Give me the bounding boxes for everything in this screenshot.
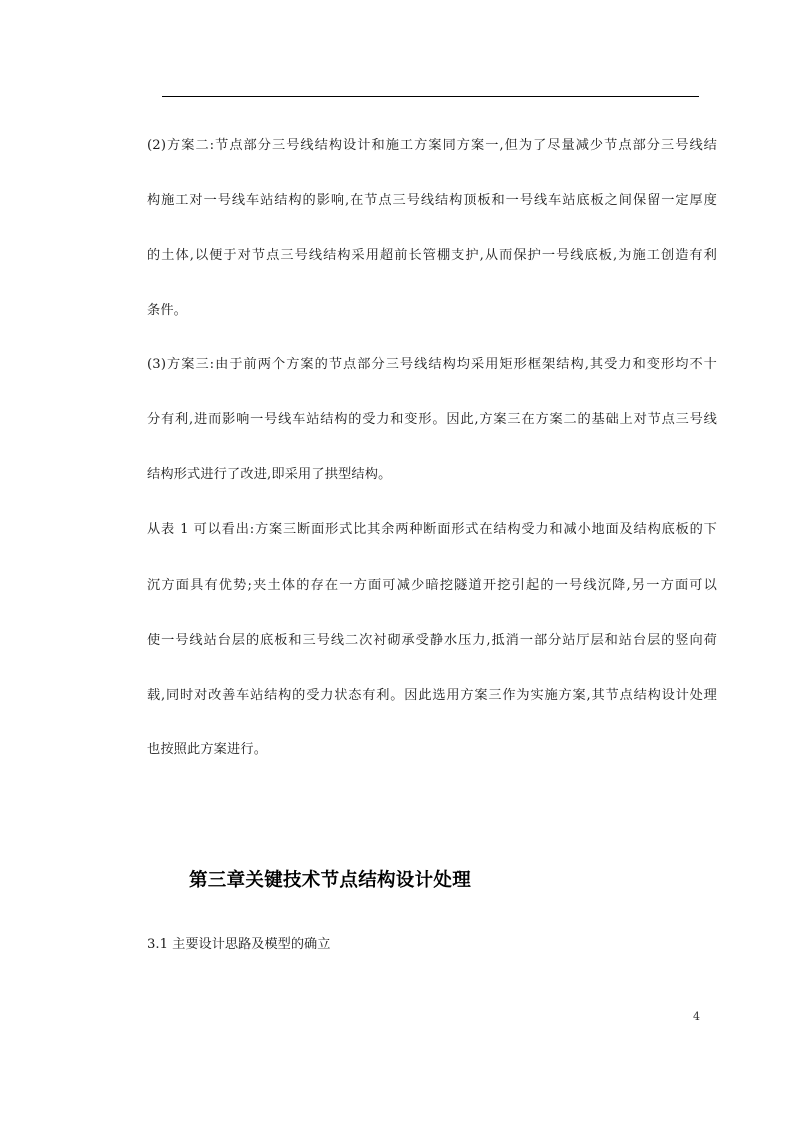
header-rule: [162, 96, 699, 97]
paragraph-line: 分有利,进而影响一号线车站结构的受力和变形。因此,方案三在方案二的基础上对节点三号线: [147, 412, 717, 427]
paragraph-line: (3)方案三:由于前两个方案的节点部分三号线结构均采用矩形框架结构,其受力和变形均不十: [147, 357, 717, 372]
paragraph-line: 使一号线站台层的底板和三号线二次衬砌承受静水压力,抵消一部分站厅层和站台层的竖向荷: [147, 633, 717, 648]
paragraph-line: 从表 1 可以看出:方案三断面形式比其余两种断面形式在结构受力和减小地面及结构底板的下: [147, 522, 717, 537]
paragraph-line: 条件。: [147, 303, 188, 318]
paragraph-line: 的土体,以便于对节点三号线结构采用超前长管棚支护,从而保护一号线底板,为施工创造有利: [147, 248, 717, 263]
chapter-heading: 第三章关键技术节点结构设计处理: [189, 870, 472, 891]
paragraph-line: 也按照此方案进行。: [147, 742, 268, 757]
section-heading: 3.1 主要设计思路及模型的确立: [147, 937, 331, 952]
paragraph-line: (2)方案二:节点部分三号线结构设计和施工方案同方案一,但为了尽量减少节点部分三号线结: [147, 138, 717, 153]
paragraph-line: 沉方面具有优势;夹土体的存在一方面可减少暗挖隧道开挖引起的一号线沉降,另一方面可以: [147, 578, 717, 593]
paragraph-line: 构施工对一号线车站结构的影响,在节点三号线结构顶板和一号线车站底板之间保留一定厚度: [147, 193, 717, 208]
paragraph-line: 结构形式进行了改进,即采用了拱型结构。: [147, 467, 392, 482]
paragraph-line: 载,同时对改善车站结构的受力状态有利。因此选用方案三作为实施方案,其节点结构设计处理: [147, 688, 717, 703]
page-number: 4: [693, 1010, 700, 1023]
